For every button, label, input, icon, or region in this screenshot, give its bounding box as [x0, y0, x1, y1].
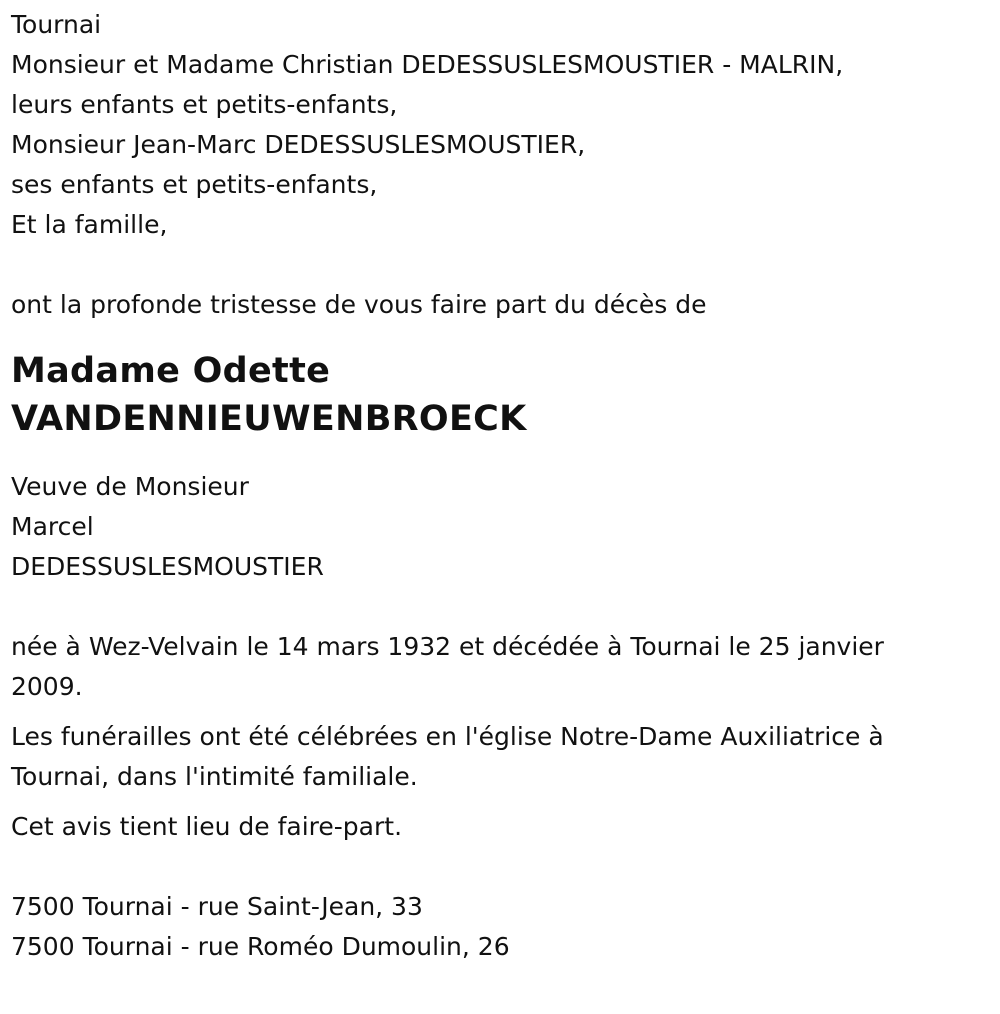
city-heading: Tournai	[11, 10, 102, 39]
family-line: leurs enfants et petits-enfants,	[11, 90, 398, 119]
spouse-section	[11, 467, 986, 587]
deceased-first-line: Madame Odette	[11, 351, 331, 391]
family-line: ses enfants et petits-enfants,	[11, 170, 378, 199]
family-line: Monsieur Jean-Marc DEDESSUSLESMOUSTIER,	[11, 130, 586, 159]
deceased-surname: VANDENNIEUWENBROECK	[11, 399, 527, 439]
family-line: Monsieur et Madame Christian DEDESSUSLESMOUSTIER - MALRIN,	[11, 50, 844, 79]
family-line: Et la famille,	[11, 210, 168, 239]
birth-death-text: née à Wez-Velvain le 14 mars 1932 et décédée à Tournai le 25 janvier 2009.	[11, 632, 884, 701]
obituary-notice	[11, 5, 986, 967]
announcement-text: ont la profonde tristesse de vous faire part du décès de	[11, 290, 707, 319]
address-line: 7500 Tournai - rue Saint-Jean, 33	[11, 892, 423, 921]
header-section	[11, 5, 986, 245]
funeral-text: Les funérailles ont été célébrées en l'église Notre-Dame Auxiliatrice à Tournai, dans l'intimité familiale.	[11, 722, 884, 791]
spacer	[11, 587, 986, 627]
notice-text: Cet avis tient lieu de faire-part.	[11, 812, 403, 841]
spouse-line: Marcel	[11, 512, 94, 541]
deceased-name	[11, 347, 986, 443]
spacer	[11, 847, 986, 887]
spouse-line: DEDESSUSLESMOUSTIER	[11, 552, 324, 581]
addresses-section	[11, 887, 986, 967]
spouse-line: Veuve de Monsieur	[11, 472, 249, 501]
details-section	[11, 627, 986, 847]
spacer	[11, 245, 986, 285]
address-line: 7500 Tournai - rue Roméo Dumoulin, 26	[11, 932, 510, 961]
